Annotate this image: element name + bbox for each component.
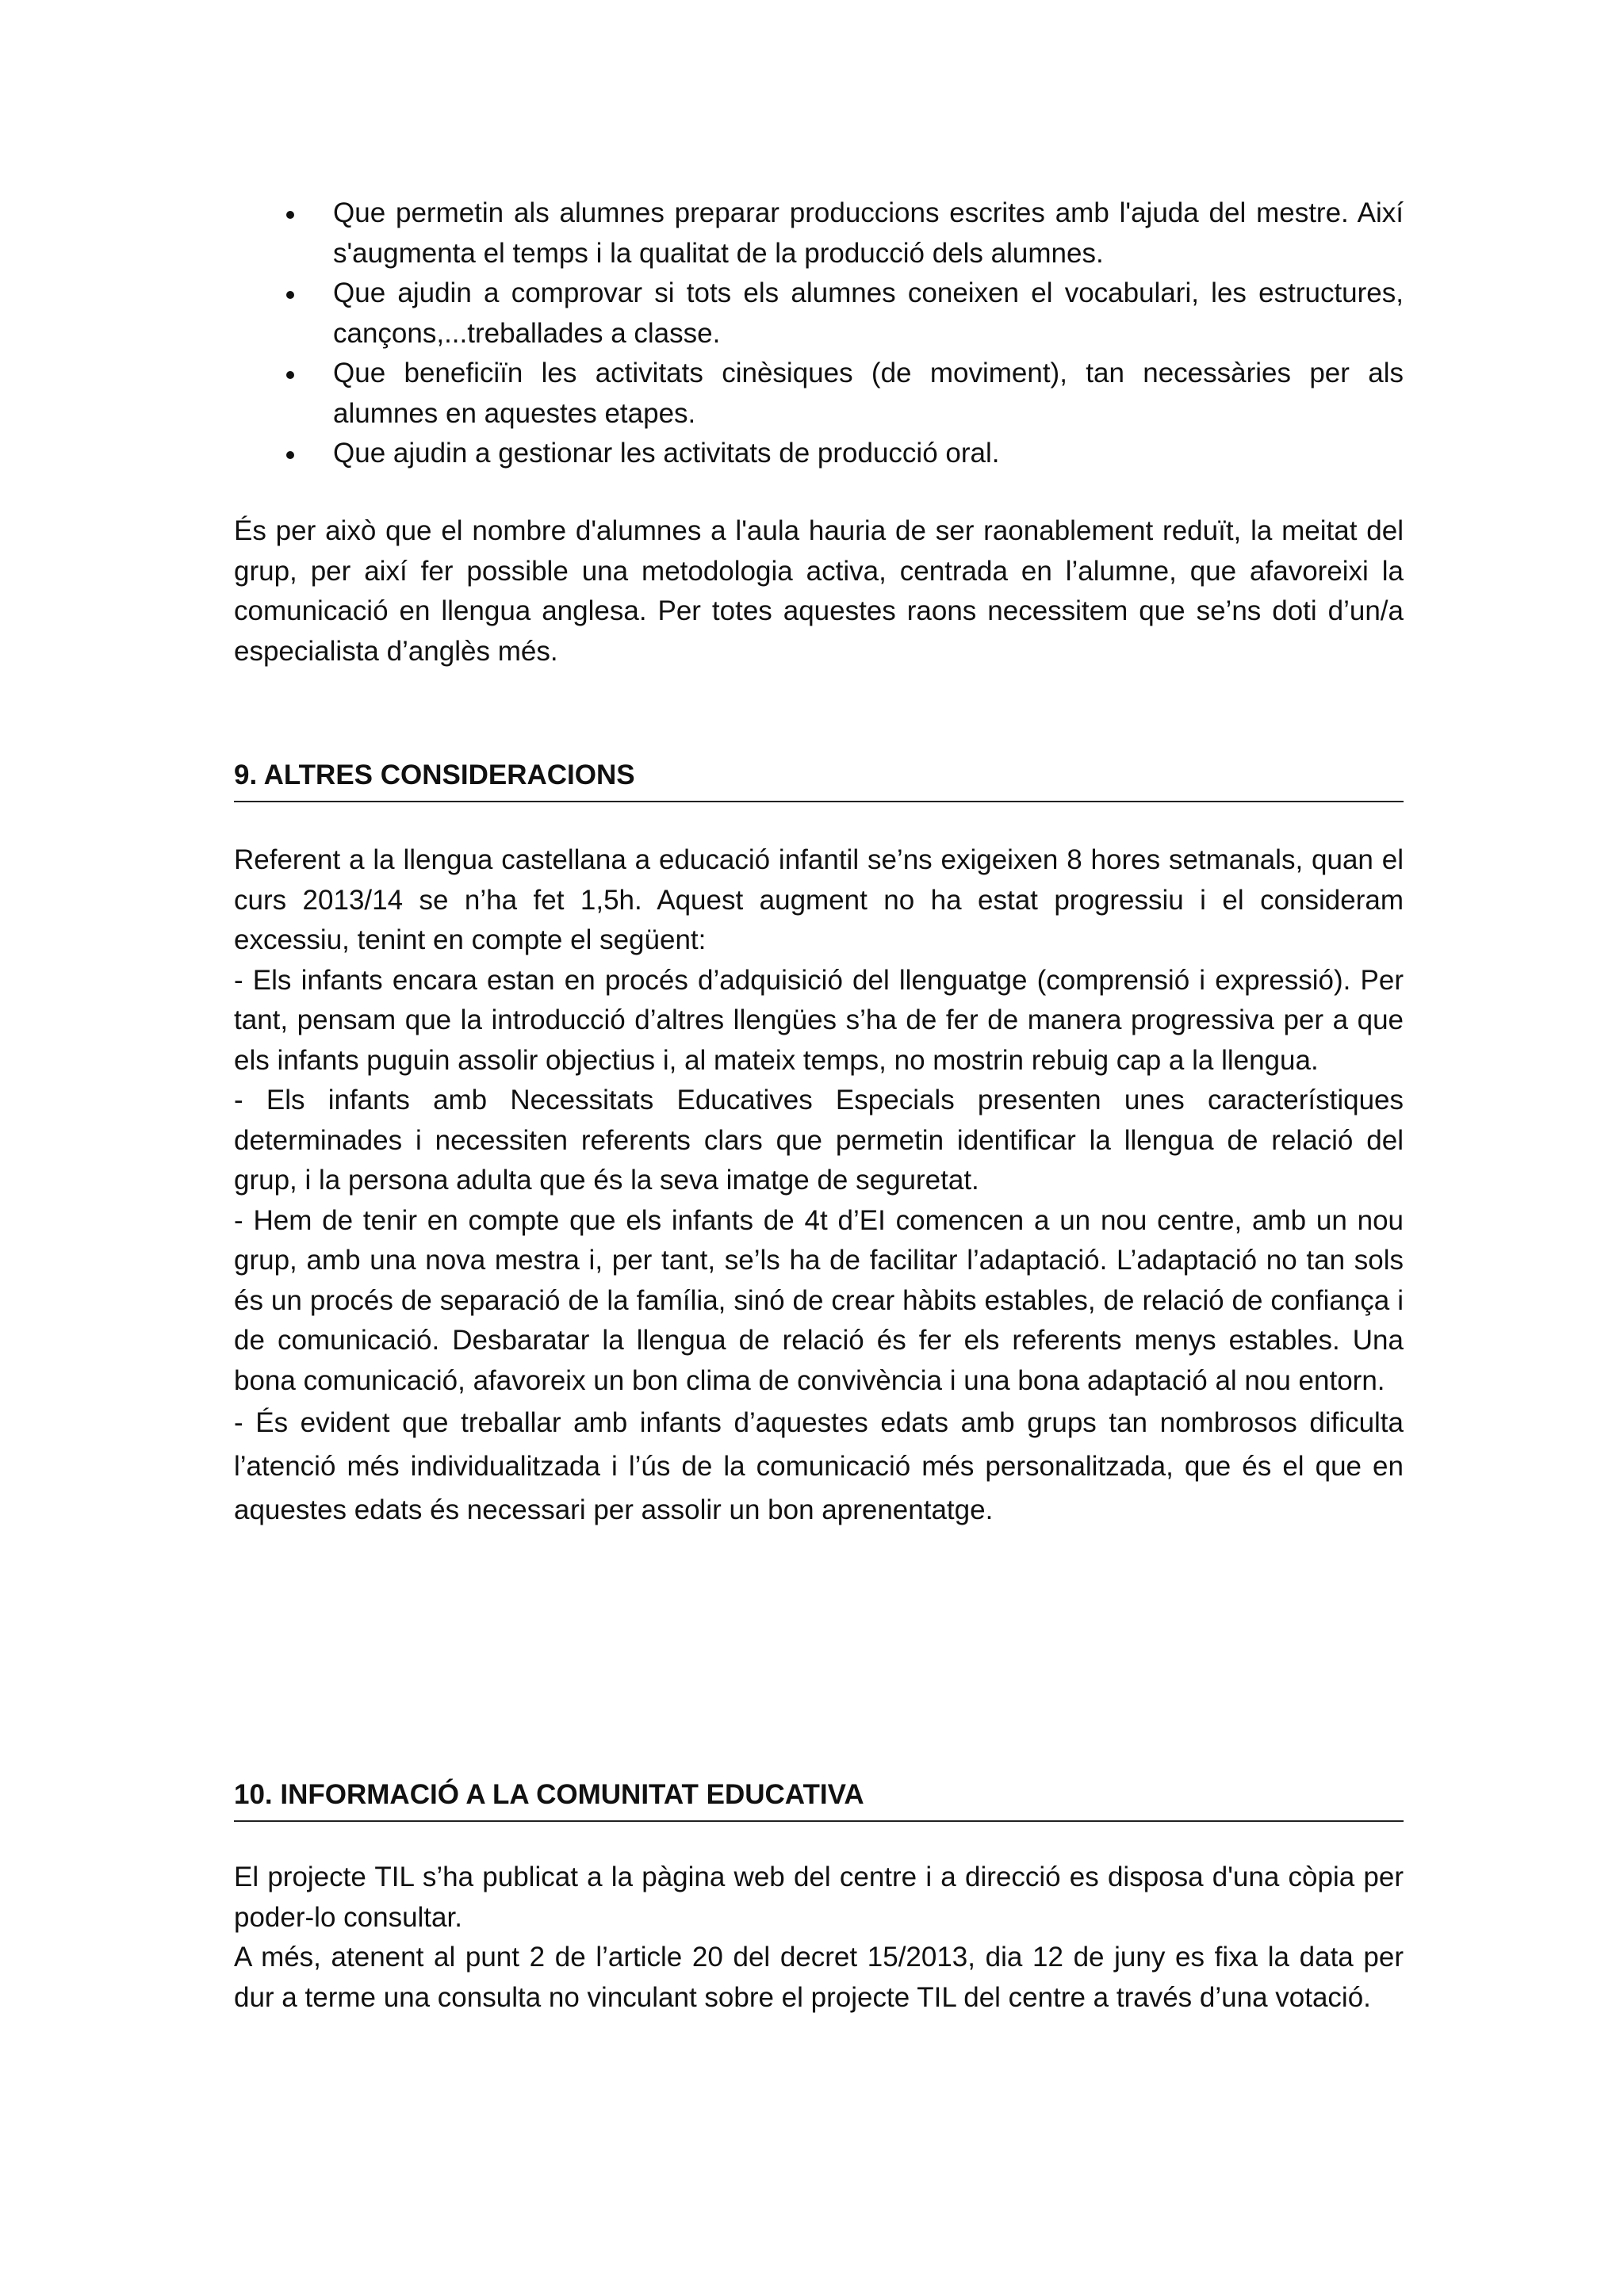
section-10-paragraph: A més, atenent al punt 2 de l’article 20 del decret 15/2013, dia 12 de juny es fixa la data per dur a terme una consulta no vinculant sobre el projecte TIL del centre a través d’una votació. xyxy=(234,1942,1404,2013)
section-9-title: 9. ALTRES CONSIDERACIONS xyxy=(234,760,635,790)
section-9-paragraph: Referent a la llengua castellana a educació infantil se’ns exigeixen 8 hores setmanals, quan el curs 2013/14 se n’ha fet 1,5h. Aquest augment no ha estat progressiu i el consideram excessiu, tenint en compte el següent: xyxy=(234,844,1404,955)
section-10-body xyxy=(234,1858,1404,2018)
bullet-item xyxy=(234,354,1404,434)
bullet-text: Que ajudin a gestionar les activitats de producció oral. xyxy=(333,438,1000,469)
bullet-list xyxy=(234,193,1404,474)
section-10-title: 10. INFORMACIÓ A LA COMUNITAT EDUCATIVA xyxy=(234,1779,864,1810)
bullet-icon xyxy=(286,451,294,459)
section-9-paragraph: - Hem de tenir en compte que els infants de 4t d’EI comencen a un nou centre, amb un nou grup, amb una nova mestra i, per tant, se’ls ha de facilitar l’adaptació. L’adaptació no tan sols és un procés de separació de la família, sinó de crear hàbits estables, de relació de confiança i de comunicació. Desbaratar la llengua de relació és fer els referents menys estables. Una bona comunicació, afavoreix un bon clima de convivència i una bona adaptació al nou entorn. xyxy=(234,1204,1404,1396)
bullet-icon xyxy=(286,211,294,219)
intro-paragraph: És per això que el nombre d'alumnes a l'aula hauria de ser raonablement reduït, la meitat del grup, per així fer possible una metodologia activa, centrada en l’alumne, que afavoreixi la comunicació en llengua anglesa. Per totes aquestes raons necessitem que se’ns doti d’un/a especialista d’anglès més. xyxy=(234,515,1404,667)
bullet-text: Que ajudin a comprovar si tots els alumnes coneixen el vocabulari, les estructures, cançons,...treballades a classe. xyxy=(333,277,1404,349)
section-9-heading xyxy=(234,756,1404,802)
section-10-paragraph: El projecte TIL s’ha publicat a la pàgina web del centre i a direcció es disposa d'una còpia per poder-lo consultar. xyxy=(234,1862,1404,1933)
bullet-icon xyxy=(286,371,294,379)
section-9-paragraph: - Els infants encara estan en procés d’adquisició del llenguatge (comprensió i expressió). Per tant, pensam que la introducció d’altres llengües s’ha de fer de manera progressiva per a que els infants puguin assolir objectius i, al mateix temps, no mostrin rebuig cap a la llengua. xyxy=(234,964,1404,1076)
bullet-item xyxy=(234,274,1404,354)
bullet-item xyxy=(234,434,1404,474)
bullet-icon xyxy=(286,291,294,299)
bullet-item xyxy=(234,193,1404,274)
section-9-paragraph: - Els infants amb Necessitats Educatives Especials presenten unes característiques determinades i necessiten referents clars que permetin identificar la llengua de relació del grup, i la persona adulta que és la seva imatge de seguretat. xyxy=(234,1085,1404,1196)
section-10-heading xyxy=(234,1776,1404,1822)
bullet-text: Que beneficiïn les activitats cinèsiques (de moviment), tan necessàries per als alumnes en aquestes etapes. xyxy=(333,358,1404,429)
section-9-paragraph: - És evident que treballar amb infants d’aquestes edats amb grups tan nombrosos dificulta l’atenció més individualitzada i l’ús de la comunicació més personalitzada, que és el que en aquestes edats és necessari per assolir un bon aprenentatge. xyxy=(234,1407,1404,1525)
section-9-body xyxy=(234,840,1404,1532)
bullet-text: Que permetin als alumnes preparar produccions escrites amb l'ajuda del mestre. Així s'augmenta el temps i la qualitat de la producció dels alumnes. xyxy=(333,197,1404,269)
